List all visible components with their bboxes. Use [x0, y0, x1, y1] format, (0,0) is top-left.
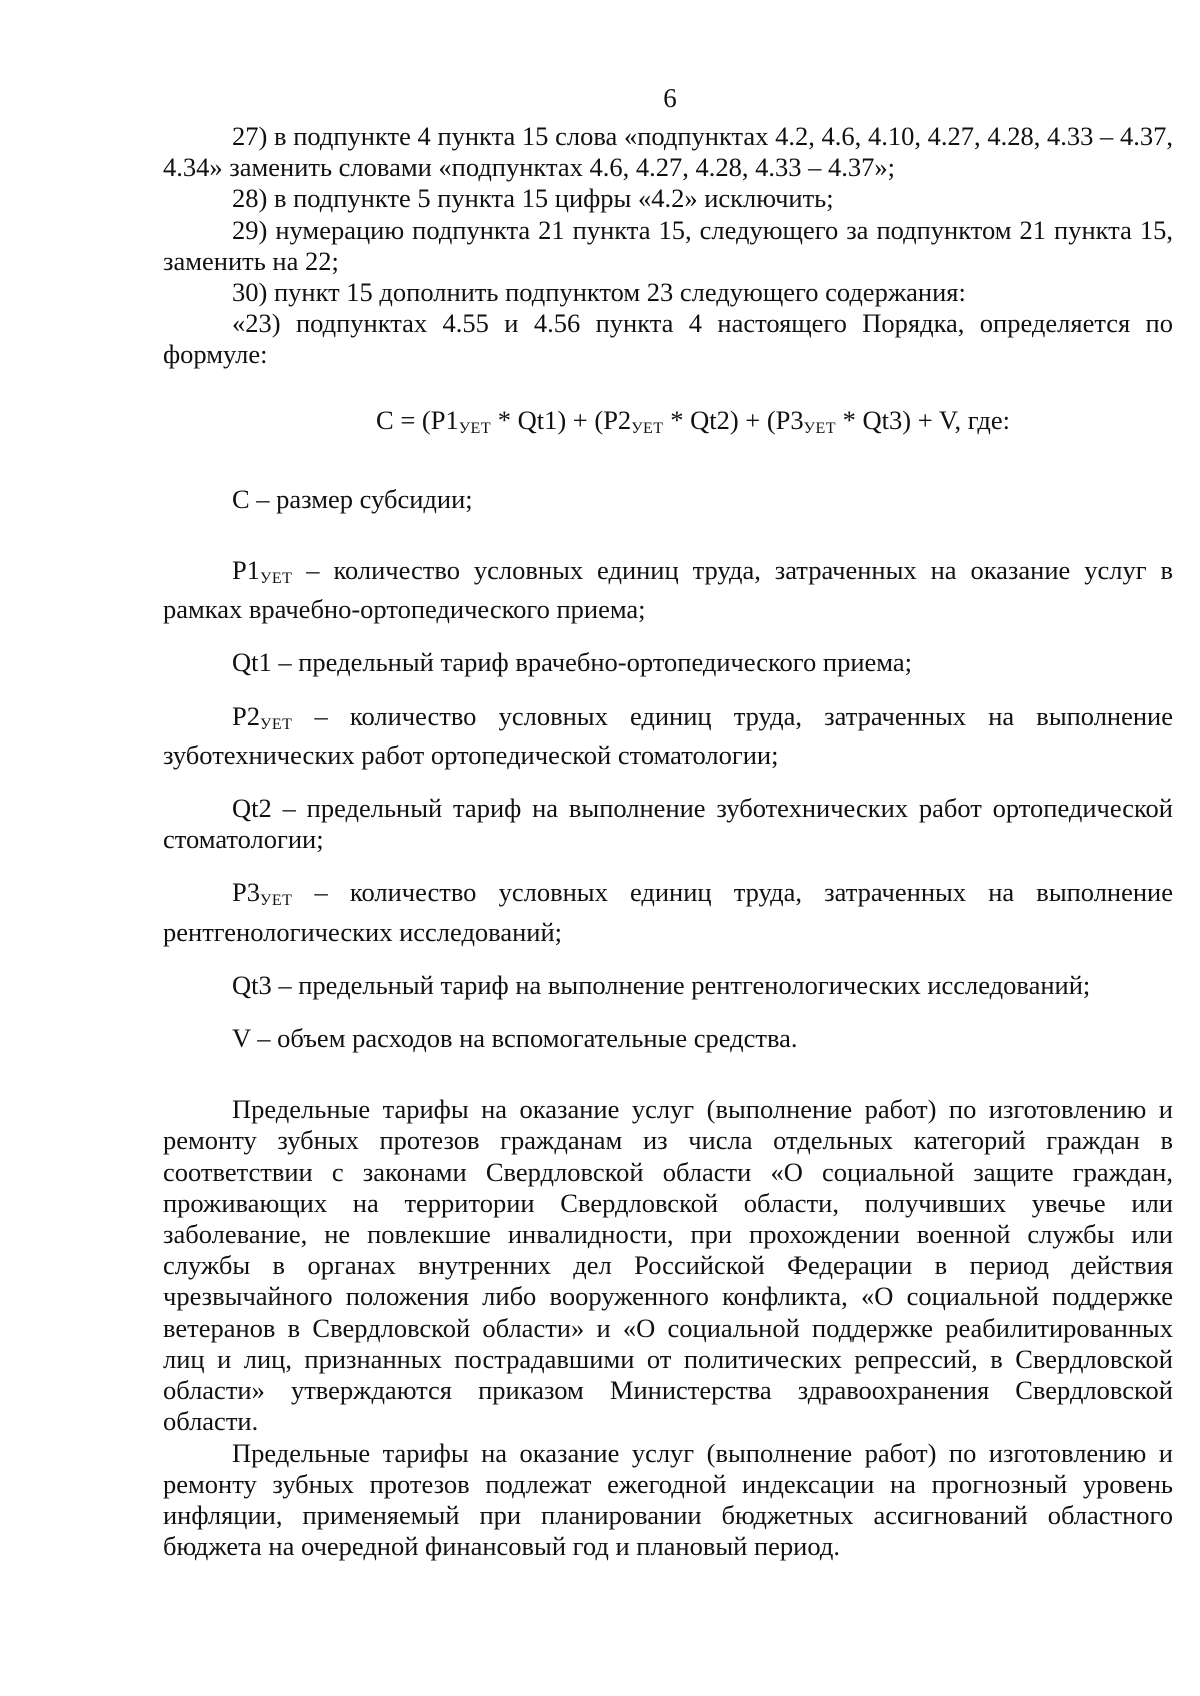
item-29: 29) нумерацию подпункта 21 пункта 15, следующего за подпунктом 21 пункта 15, заменить на 22;: [163, 214, 1173, 276]
spacer: [163, 948, 1173, 970]
document-body: [163, 121, 1173, 1562]
definition-p3-text: – количество условных единиц труда, затраченных на выполнение рентгенологических исследований;: [163, 877, 1173, 947]
formula-part-1: C = (P1: [376, 404, 459, 435]
definition-p3-subscript: УЕТ: [260, 892, 293, 910]
formula-subscript-3: УЕТ: [803, 419, 837, 437]
tariffs-paragraph-1: Предельные тарифы на оказание услуг (выполнение работ) по изготовлению и ремонту зубных протезов гражданам из числа отдельных категорий граждан в соответствии с законами Свердловской области «О социальной защите граждан, проживающих на территории Свердловской области, получивших увечье или заболевание, не повлекшие инвалидности, при прохождении военной службы или службы в органах внутренних дел Российской Федерации в период действия чрезвычайного положения либо вооруженного конфликта, «О социальной поддержке ветеранов в Свердловской области» и «О социальной поддержке реабилитированных лиц и лиц, признанных пострадавшими от политических репрессий, в Свердловской области» утверждаются приказом Министерства здравоохранения Свердловской области.: [163, 1094, 1173, 1437]
tariffs-paragraph-2: Предельные тарифы на оказание услуг (выполнение работ) по изготовлению и ремонту зубных протезов подлежат ежегодной индексации на прогнозный уровень инфляции, применяемый при планировании бюджетных ассигнований областного бюджета на очередной финансовый год и плановый период.: [163, 1437, 1173, 1562]
spacer: [163, 1001, 1173, 1023]
spacer: [163, 444, 1173, 484]
definition-qt2: Qt2 – предельный тариф на выполнение зуботехнических работ ортопедической стоматологии;: [163, 793, 1173, 855]
definition-p2-text: – количество условных единиц труда, затраченных на выполнение зуботехнических работ ортопедической стоматологии;: [163, 700, 1173, 770]
spacer: [163, 625, 1173, 647]
definition-p1: [163, 555, 1173, 625]
definition-p2: [163, 701, 1173, 771]
item-30: 30) пункт 15 дополнить подпунктом 23 следующего содержания:: [232, 277, 966, 308]
spacer: [163, 515, 1173, 555]
item-27: 27) в подпункте 4 пункта 15 слова «подпунктах 4.2, 4.6, 4.10, 4.27, 4.28, 4.33 – 4.37, 4.34» заменить словами «подпунктах 4.6, 4.27, 4.28, 4.33 – 4.37»;: [163, 121, 1173, 183]
formula-part-3: * Qt2) + (P3: [663, 404, 804, 435]
spacer: [163, 679, 1173, 701]
formula-part-2: * Qt1) + (P2: [491, 404, 632, 435]
formula-subscript-2: УЕТ: [631, 419, 664, 437]
subitem-23: «23) подпунктах 4.55 и 4.56 пункта 4 настоящего Порядка, определяется по формуле:: [163, 308, 1173, 370]
formula-part-4: * Qt3) + V, где:: [836, 404, 1010, 435]
definition-p3-symbol: P3: [232, 877, 260, 908]
definition-p1-text: – количество условных единиц труда, затраченных на оказание услуг в рамках врачебно-ортопедического приема;: [163, 555, 1173, 625]
definition-p1-subscript: УЕТ: [260, 570, 293, 588]
definition-qt1: Qt1 – предельный тариф врачебно-ортопедического приема;: [232, 647, 912, 678]
definition-p1-symbol: P1: [232, 555, 260, 586]
spacer: [163, 771, 1173, 793]
definition-qt3: Qt3 – предельный тариф на выполнение рентгенологических исследований;: [232, 969, 1091, 1000]
definition-c: C – размер субсидии;: [232, 483, 473, 514]
definition-p2-subscript: УЕТ: [260, 715, 293, 733]
definition-v: V – объем расходов на вспомогательные средства.: [232, 1023, 798, 1054]
page-number: 6: [663, 83, 677, 113]
definition-p2-symbol: P2: [232, 700, 260, 731]
definition-p3: [163, 877, 1173, 947]
formula-subscript-1: УЕТ: [458, 419, 492, 437]
item-28: 28) в подпункте 5 пункта 15 цифры «4.2» исключить;: [232, 183, 834, 214]
subsidy-formula: [163, 405, 1173, 444]
spacer: [163, 855, 1173, 877]
spacer: [163, 1054, 1173, 1094]
